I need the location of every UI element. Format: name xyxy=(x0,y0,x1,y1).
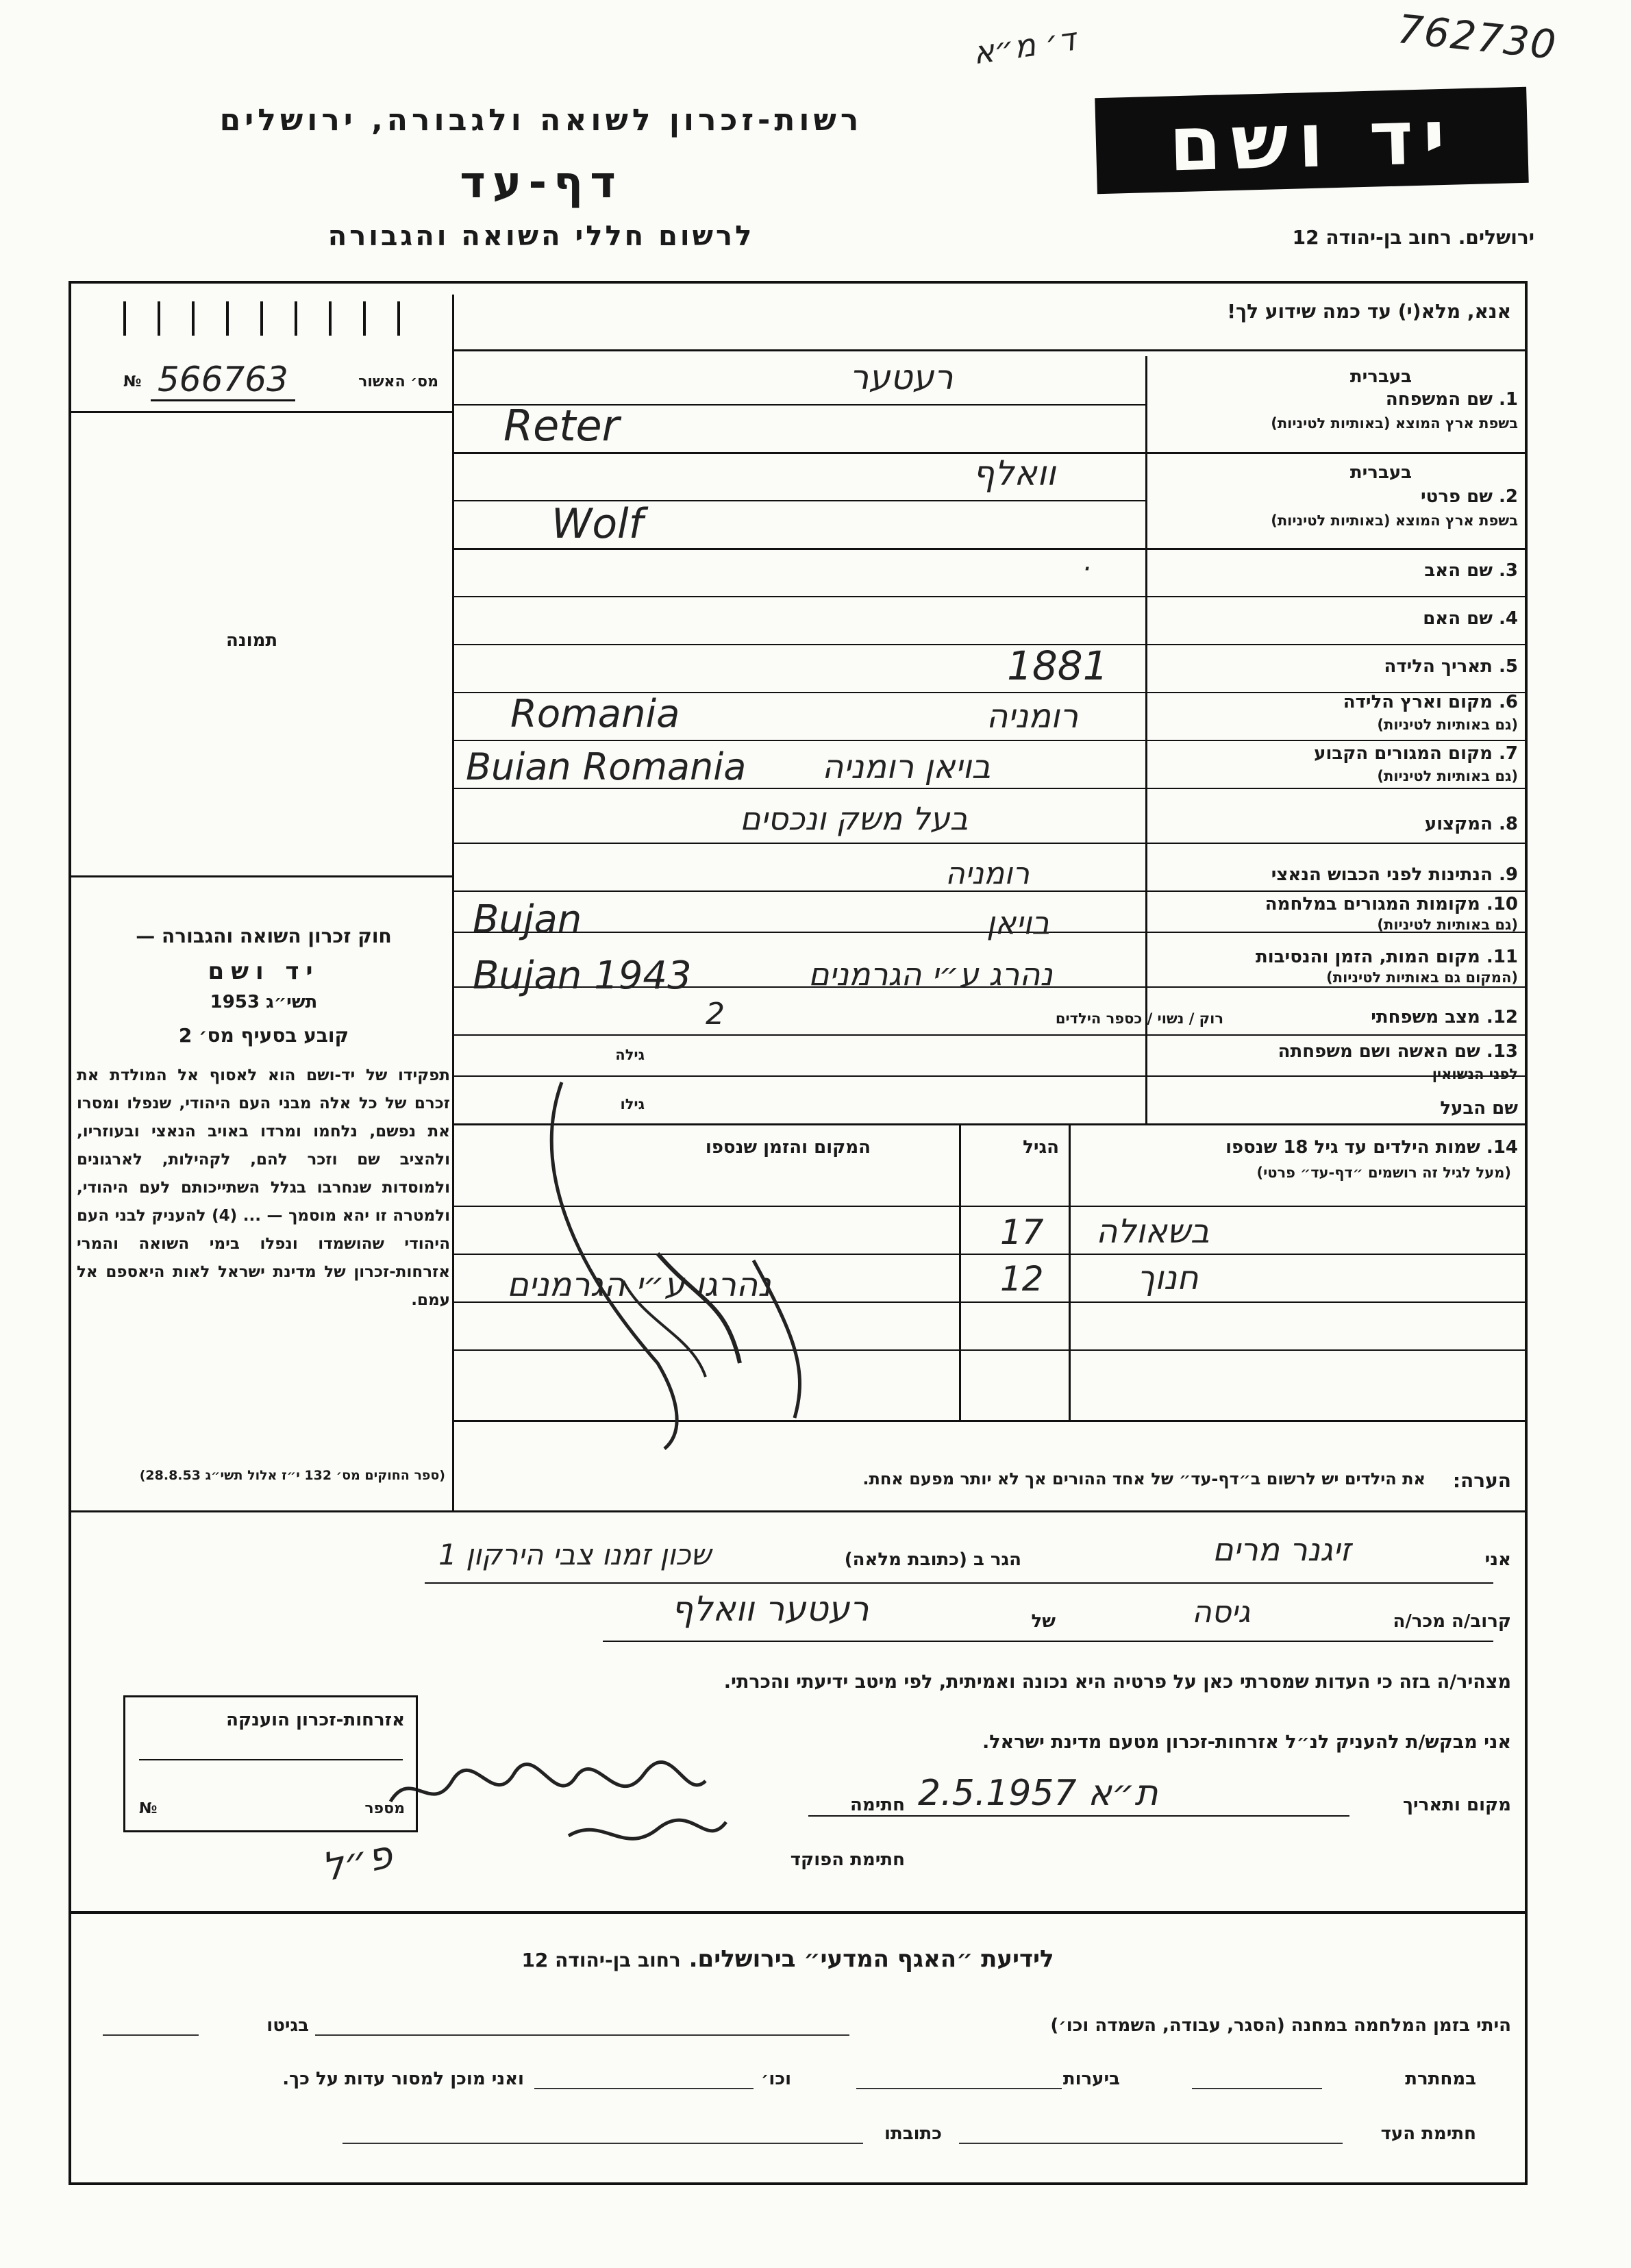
approval-block xyxy=(123,360,438,401)
law-year-he: תשי״ג xyxy=(266,992,318,1012)
field-6-num: 6. xyxy=(1499,692,1518,712)
field-7-num: 7. xyxy=(1499,743,1518,764)
field-7-hebrew: בויאן רומניה xyxy=(822,748,991,786)
citizenship-box xyxy=(123,1695,418,1832)
field-6-latin: Romania xyxy=(510,692,680,736)
field-2-sub: בשפת ארץ המוצא (באותיות לטיניות) xyxy=(1271,512,1518,529)
field-2-name: שם פרטי xyxy=(1421,486,1493,507)
law-year-num: 1953 xyxy=(210,992,260,1012)
form-subtitle: לרשום חללי השואה והגבורה xyxy=(327,221,755,252)
left-col-divider xyxy=(452,295,454,1510)
field-9-num: 9. xyxy=(1499,864,1518,885)
field-6-sub: (גם באותיות לטיניות) xyxy=(1377,716,1518,733)
decl-statement: מצהיר/ה בזה כי העדות שמסרתי כאן על פרטיה היא נכונה ואמיתית, לפי מיטב ידיעתי והכרתי. xyxy=(723,1671,1511,1693)
field-12-num: 12. xyxy=(1486,1007,1518,1027)
field-10-num: 10. xyxy=(1486,894,1518,914)
field-13-label xyxy=(1278,1041,1518,1062)
field-11-sub: (המקום גם באותיות לטיניות) xyxy=(1326,969,1518,986)
law-clause: קובע בסעיף מס׳ 2 xyxy=(178,1024,349,1047)
side-handwritten: פ״ל xyxy=(318,1832,397,1891)
approval-value: 566763 xyxy=(151,360,295,401)
archive-number: 762730 xyxy=(1395,5,1560,69)
field-9-label xyxy=(1271,864,1518,885)
field-5-num: 5. xyxy=(1499,656,1518,677)
field-6-label xyxy=(1343,692,1518,712)
field-12-value: 2 xyxy=(706,997,725,1032)
decl-ani-value: זיגנר מרים xyxy=(1212,1531,1352,1568)
field-13-sub: לפני הנשואין xyxy=(1432,1066,1518,1082)
intro-text: אנא, מלא(י) עד כמה שידוע לך! xyxy=(1227,300,1511,323)
tick-row xyxy=(110,301,438,336)
field-9-name: הנתינות לפני הכבוש הנאצי xyxy=(1271,864,1493,885)
field-13-name: שם האשה ושם משפחתה xyxy=(1278,1041,1480,1062)
field-10-label xyxy=(1265,894,1518,914)
children-label xyxy=(1225,1137,1518,1158)
field-3-num: 3. xyxy=(1499,560,1518,581)
lang-hebrew-2: בעברית xyxy=(1349,462,1412,483)
field-10-latin: Bujan xyxy=(473,897,582,942)
footer-heading xyxy=(343,1945,1233,1973)
decl-place-date-value: ת״א 2.5.1957 xyxy=(918,1773,1158,1814)
field-2-num: 2. xyxy=(1499,486,1518,507)
law-year xyxy=(82,992,445,1012)
field-5-name: תאריך הלידה xyxy=(1384,656,1493,677)
approval-label: מס׳ האשור xyxy=(358,373,438,390)
child-2-age: 12 xyxy=(1000,1259,1044,1299)
decl-ani: אני xyxy=(1484,1549,1511,1570)
logo-text: יד ושם xyxy=(1167,92,1456,188)
field-2-hebrew: וואלף xyxy=(973,453,1056,493)
field-2-label xyxy=(1421,486,1518,507)
children-col-age: הגיל xyxy=(1023,1137,1059,1158)
footer-forests: ביערות xyxy=(1062,2069,1120,2089)
decl-signature-label: חתימה xyxy=(850,1795,905,1815)
org-line: רשות-זכרון לשואה ולגבורה, ירושלים xyxy=(219,103,863,138)
footer-line1-end: בגיטו xyxy=(266,2015,309,2036)
field-11-hebrew: נהרג ע״י הגרמנים xyxy=(808,956,1053,993)
decl-relative-label: קרוב/ה מכר/ה xyxy=(1393,1611,1511,1632)
field-1-num: 1. xyxy=(1499,389,1518,410)
field-1-label xyxy=(1386,389,1518,410)
child-1-name: בשאולה xyxy=(1096,1212,1210,1251)
field-12-label xyxy=(1371,1007,1518,1027)
field-11-label xyxy=(1256,947,1518,967)
law-title: חוק זכרון השואה והגבורה — xyxy=(136,925,392,947)
field-1-name: שם המשפחה xyxy=(1385,389,1493,410)
footer-line1: היתי בזמן המלחמה במחנה (הסגר, עבודה, השמדה וכו׳) xyxy=(1050,2015,1511,2036)
field-9-value: רומניה xyxy=(945,856,1030,891)
field-10-sub: (גם באותיות לטיניות) xyxy=(1377,917,1518,933)
field-1-hebrew: רעטער xyxy=(849,358,954,397)
field-3-label xyxy=(1424,560,1518,581)
field-8-num: 8. xyxy=(1499,814,1518,834)
field-8-label xyxy=(1425,814,1518,834)
child-2-place: נהרגו ע״י הגרמנים xyxy=(507,1266,771,1304)
age-label-husband: גילו xyxy=(620,1096,645,1112)
field-4-num: 4. xyxy=(1499,608,1518,629)
child-1-age: 17 xyxy=(1000,1212,1044,1252)
law-body: תפקידו של יד-ושם הוא לאסוף אל המולדת את זכרם של כל אלה מבני העם היהודי, שנפלו ומסרו את נפשם, נלחמו ומרדו באויב הנאצי ובעוזריו, ולהציב שם וזכר להם, לקהילות, לארגונים ולמוסדות שנחרבו בגלל השתייכותם לעם היהודי, ולמטרה זו יהא מוסמך — ... (4) להעניק לבני העם היהודי שהושמדו ונפלו בימי השואה והמרי אזרחות-זכרון של מדינת ישראל לאות היאספם אל עמם. xyxy=(77,1067,451,1309)
handwritten-scribble xyxy=(521,1075,904,1459)
decl-address-value: שכון זמנו צבי הירקון 1 xyxy=(438,1538,712,1571)
age-label-wife: גילה xyxy=(615,1047,645,1063)
field-10-name: מקומות המגורים במלחמה xyxy=(1265,894,1480,914)
footer-willing: ואני מוכן למסור עדות על כך. xyxy=(282,2069,524,2089)
law-footnote: (ספר החוקים מס׳ 132 י״ז אלול תשי״ג 28.8.53) xyxy=(139,1468,445,1483)
footer-etc: וכו׳ xyxy=(760,2069,791,2089)
field-1-sub: בשפת ארץ המוצא (באותיות לטיניות) xyxy=(1271,415,1518,432)
field-6-name: מקום וארץ הלידה xyxy=(1343,692,1493,712)
decl-request: אני מבקש/ת להעניק לנ״ל אזרחות-זכרון מטעם מדינת ישראל. xyxy=(982,1732,1511,1753)
children-col-place: המקום והזמן שנספו xyxy=(705,1137,871,1158)
note-text: את הילדים יש לרשום ב״דף-עד״ של אחד ההורים אך לא יותר מפעם אחת. xyxy=(862,1469,1425,1488)
field-11-name: מקום המות, הזמן והנסיבות xyxy=(1256,947,1480,967)
decl-of-value: רעטער וואלף xyxy=(671,1589,869,1629)
footer-heading-text: לידיעת ״האגף המדעי״ בירושלים. xyxy=(688,1945,1054,1973)
field-5-value: 1881 xyxy=(1007,643,1108,689)
field-5-label xyxy=(1384,656,1518,677)
field-3-name: שם האב xyxy=(1424,560,1493,581)
decl-of-label: של xyxy=(1031,1611,1056,1632)
footer-line3 xyxy=(69,2123,1476,2151)
field-7-latin: Buian Romania xyxy=(466,745,747,788)
citizenship-title: אזרחות-זכרון הוענקה xyxy=(226,1710,405,1730)
top-handwritten-note: ד׳ מ״א xyxy=(970,20,1078,72)
field-11-latin: Bujan 1943 xyxy=(473,954,692,998)
field-13-num: 13. xyxy=(1486,1041,1518,1062)
field-2-latin: Wolf xyxy=(551,500,643,548)
field-3-value: · xyxy=(1082,553,1091,585)
field-12-name: מצב משפחתי xyxy=(1371,1007,1480,1027)
decl-address-label: הגר ב (כתובת מלאה) xyxy=(844,1549,1021,1570)
field-4-label xyxy=(1423,608,1518,629)
lang-hebrew-1: בעברית xyxy=(1349,366,1412,387)
note-label: הערה: xyxy=(1452,1469,1511,1492)
field-4-name: שם האם xyxy=(1423,608,1493,629)
official-signature-scribble xyxy=(562,1808,733,1863)
children-num: 14. xyxy=(1486,1137,1518,1158)
children-sub: (מעל לגיל זה רושמים ״דף-עד״ פרטי) xyxy=(1256,1164,1511,1181)
official-signature xyxy=(562,1808,733,1863)
photo-label: תמונה xyxy=(226,630,278,651)
field-7-sub: (גם באותיות לטיניות) xyxy=(1377,768,1518,784)
form-title: דף-עד xyxy=(460,158,623,208)
decl-official-label: חתימת הפוקד xyxy=(790,1849,905,1870)
field-8-name: המקצוע xyxy=(1424,814,1493,834)
citizenship-number-label: מספר xyxy=(364,1800,405,1817)
field-1-latin: Reter xyxy=(503,401,620,451)
law-logo: יד ושם xyxy=(208,958,320,985)
citizenship-no-sign: № xyxy=(139,1800,158,1817)
approval-no-sign: № xyxy=(123,373,142,390)
marital-options: רוק / נשוי / כספר הילדים xyxy=(1055,1010,1223,1027)
yad-vashem-logo xyxy=(1095,87,1528,194)
field-11-num: 11. xyxy=(1486,947,1518,967)
field-6-hebrew: רומניה xyxy=(986,697,1079,736)
field-8-value: בעל משק ונכסים xyxy=(740,800,969,837)
field-7-label xyxy=(1314,743,1518,764)
footer-line2 xyxy=(69,2069,1476,2096)
decl-relative-value: גיסה xyxy=(1192,1595,1251,1630)
header-address: ירושלים. רחוב בן-יהודה 12 xyxy=(1292,226,1534,249)
footer-witness-address: כתובתו xyxy=(884,2123,942,2144)
child-2-name: חנוך xyxy=(1137,1259,1199,1297)
footer-heading-addr: רחוב בן-יהודה 12 xyxy=(521,1949,681,1971)
children-title: שמות הילדים עד גיל 18 שנספו xyxy=(1225,1137,1480,1158)
husband-label: שם הבעל xyxy=(1440,1098,1518,1119)
field-10-hebrew: בויאן xyxy=(986,904,1050,941)
footer-witness-signature: חתימת העד xyxy=(1380,2123,1476,2144)
decl-place-date-label: מקום ותאריך xyxy=(1403,1795,1511,1815)
field-7-name: מקום המגורים הקבוע xyxy=(1314,743,1493,764)
footer-underground: במחתרת xyxy=(1405,2069,1476,2089)
